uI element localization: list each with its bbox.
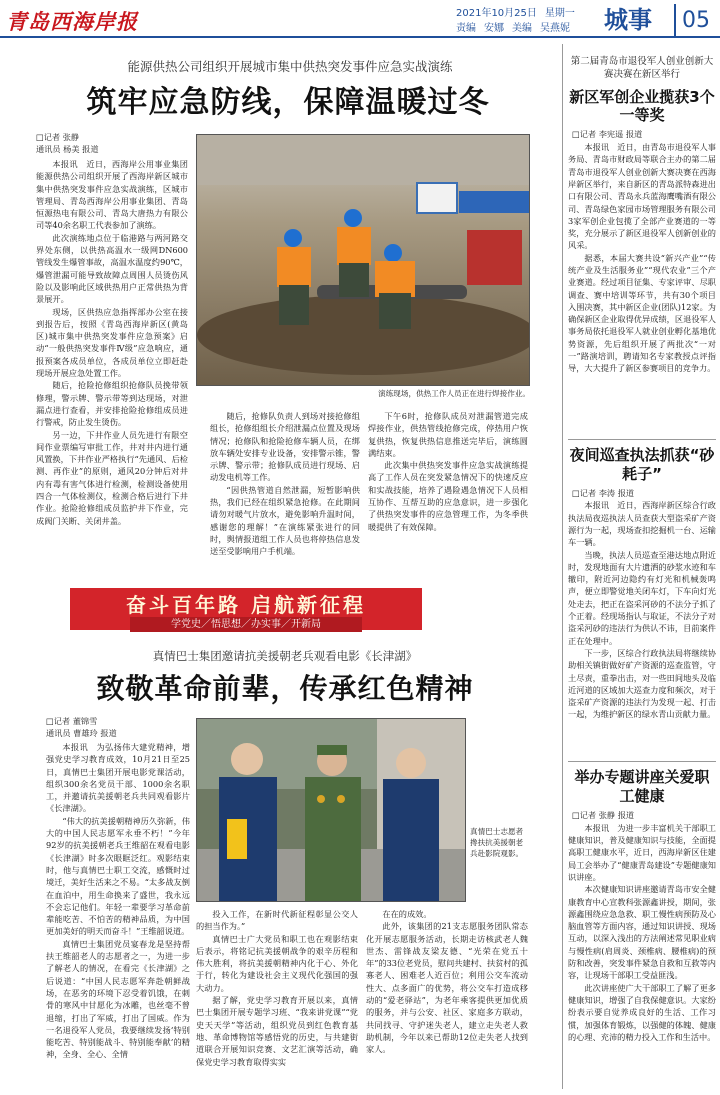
article2-byline [46,716,196,740]
paragraph: 本报讯 近日，西海岸公用事业集团能源供热公司组织开展了西海岸新区城市集中供热突发事件应急实战演练，区城市管理局、青岛西海岸公用事业集团、青岛恒源热电有限公司、青岛大唐热力有限公司等40余名职工代表参加了演练。 [36,159,188,231]
article1-col3 [368,410,528,570]
paragraph: 此次演练地点位于临港路与两河路交界处东侧，以供热高温水一级网DN600管线发生爆管事故，高温水温度约90℃，爆管泄漏可能导致故障点周围人员烫伤风险以及影响此区域供热用户正常供热为背景展开。 [36,232,188,305]
article2-col3 [366,908,528,1093]
weekday: 星期一 [544,8,575,19]
paragraph: 本报讯 近日，西海岸新区综合行政执法局夜巡执法人员查获大型盗采矿产资源行为一起，现场查扣挖掘机一台、运输车一辆。 [568,500,716,548]
masthead [0,0,720,38]
right2-title: 夜间巡查执法抓获“砂耗子” [569,446,715,483]
article2-col2 [196,908,358,1093]
designer-label: 美编 [512,23,532,34]
paragraph: 投入工作，在新时代新征程彰显公交人的担当作为。” [196,909,358,932]
article1-photo [196,134,530,386]
paragraph: 此次讲座使广大干部职工了解了更多健康知识，增强了自我保健意识。大家纷纷表示要自觉养成良好的生活、工作习惯，加强体育锻炼，以强健的体魄、健康的心理、充沛的精力投入工作和生活中。 [568,982,716,1042]
right2-body [568,499,716,755]
paragraph: 此次集中供热突发事件应急实战演练提高了工作人员在突发紧急情况下的快速反应和实战技能，培养了遇险遇急情况下人员相互协作、互帮互助的应急意识，进一步强化了供热突发事件的应急管理工作，为冬季供暖提供了有效保障。 [368,460,528,532]
right1-body [568,141,716,433]
article2-col1 [46,741,190,1093]
paragraph: 此外，该集团的21支志愿服务团队常态化开展志愿服务活动，长期走访核武老人魏世杰、雷锋战友梁友德、“光荣在党五十年”的33位老党员，慰问共建村、扶贫村的孤寡老人、困难老人近百位；利用公交车流动性大、点多面广的优势，将公交车打造成移动的“爱老驿站”，为老年乘客提供更加优质的服务，并与公安、社区、家庭多方联动，共同找寻、守护迷失老人，建立走失老人救助机制，今年以来已帮助12位走失老人找到家人。 [366,921,528,1055]
page-number: 05 [674,4,710,37]
article1-col2 [210,410,360,570]
right1-title: 新区军创企业揽获3个一等奖 [569,87,715,125]
paragraph: 现场，区供热应急指挥部办公室在接到报告后，按照《青岛西海岸新区(黄岛区)城市集中供热突发事件应急预案》启动“一般供热突发事件Ⅳ级”应急响应，通报预案各成员单位，各成员单位立即赶赴现场开展应急处置工作。 [36,306,188,379]
paragraph: 据了解，党史学习教育开展以来，真情巴士集团开展专题学习班、“我来讲党课”“党史天天学”等活动，组织党员到红色教育基地、革命博物馆等感悟党的历史，与共建街道联合开展知识竞赛、文艺汇演等活动，确保党史学习教育取得实实 [196,995,358,1067]
article2-photo [196,718,466,902]
newspaper-logo: 青岛西海岸报 [6,9,138,34]
right-divider [568,439,716,440]
welding-scene-image [197,135,530,386]
paragraph: 本报讯 为进一步丰富机关干部职工健康知识，普及健康知识与技能，全面提高职工健康水平，近日，西海岸新区住建局工会举办了“健康青岛建设”专题健康知识讲座。 [568,822,716,882]
column-divider [562,44,563,1089]
paragraph: 本次健康知识讲座邀请青岛市安全健康教育中心宣教科张源鑫讲授，期间，张源鑫围绕应急急救、职工慢性病预防及心脑血管等方面内容，通过知识讲授、现场互动，以深入浅出的方法阐述常见职业病与慢性病(肩周炎、颈椎病、腰椎病)的预防和改善，突发事件紧急自救和互救等内容，让现场干部职工受益匪浅。 [568,884,716,981]
article2-title: 致敬革命前辈，传承红色精神 [96,672,474,705]
paragraph: “伟大的抗美援朝精神历久弥新，伟大的中国人民志愿军永垂不朽！”今年92岁的抗美援朝老兵王维韶在观看电影《长津湖》时多次眼眶泛红。观影结束时，他与真情巴士职工交流，感慨时过境迁，美好生活来之不易。“太多战友倒在血泊中，用生命换来了盛世，我永远不会忘记他们。年轻一辈要学习革命前辈能吃苦、不怕苦的精神品质，为中国更加美好的明天而奋斗！”王维韶说道。 [46,815,190,937]
article1-byline [36,132,186,156]
paragraph: 在在的成效。 [382,909,432,919]
article1-col1 [36,158,188,568]
right3-title: 举办专题讲座关爱职工健康 [574,768,710,806]
byline-line: 通讯员 杨美 报道 [36,143,99,154]
right1-kicker: 第二届青岛市退役军人创业创新大赛决赛在新区举行 [570,56,714,80]
editor-label: 责编 [456,23,476,34]
section-name: 城事 [604,6,652,34]
veteran-escort-image [197,719,466,902]
banner-title: 奋斗百年路 启航新征程 [126,593,366,617]
paragraph: 随后，抢险抢修组织抢修队员挽带领修理，警示牌、警示带等到达现场，对泄漏点进行查看，并安排抢险抢修组成员进行警戒，防止发生烫伤。 [36,380,188,428]
article2-caption: 真情巴士志愿者搀扶抗美援朝老兵赴影院观影。 [470,827,524,858]
paragraph: 随后，抢修队负责人到场对接抢修组组长，抢修组组长介绍泄漏点位置及现场情况；抢修队和抢险抢修车辆人员，在绑放车辆处安排专业设备，安排警示锥，警示牌、警示带；抢修队成员进行现场、启动发电机等工作。 [210,411,360,483]
right-divider [568,761,716,762]
editor-name: 安娜 [484,23,504,34]
paragraph: 真情巴士集团党员宴春龙是坚持帮扶王维韶老人的志愿者之一，为进一步了解老人的情况，在看完《长津湖》之后说道：“中国人民志愿军奔赴朝鲜战场，在恶劣的环境下忍受着饥饿，在刺骨的寒风中甘愿化为冰雕，也丝毫不曾退缩，打出了军威，打出了国威。作为一名退役军人党员，我要继续发扬‘特别能吃苦、特别能战斗、特别能奉献’的精神，全身、全心、全情 [46,938,190,1060]
byline-line: □记者 董锦雪 [46,716,98,726]
byline-line: 通讯员 曹雄玲 报道 [46,727,117,738]
paragraph: 另一边，下井作业人员先进行有限空间作业票编写审批工作，井对井内进行通风置换，下井作业严格执行“先通风、后检测、再作业”的原则，通风20分钟后对井内有毒有害气体进行检测，检测设备使用四合一气体检测仪，检测合格后进行下井作业。抢险抢修组成员监护井下作业，完成阀门关断、关闭井盖。 [36,429,188,526]
right2-byline: □记者 李涛 报道 [572,487,635,498]
paragraph: 下午6时，抢修队成员对泄漏管道完成焊接作业，供热管线抢修完成，停热用户恢复供热，恢复供热信息推送完毕后，演练圆满结束。 [368,411,528,458]
paragraph: 下一步，区综合行政执法局将继续协助相关镇街做好矿产资源的巡查监管，守土尽责，重拳出击，对一些田间地头及临近河道的区域加大巡查力度和频次，对于盗采矿产资源的违法行为发现一起、打击一起，为维护新区的绿水青山贡献力量。 [568,647,716,720]
article2-kicker: 真情巴士集团邀请抗美援朝老兵观看电影《长津湖》 [152,649,418,663]
designer-name: 吴燕妮 [540,23,570,34]
article1-kicker: 能源供热公司组织开展城市集中供热突发事件应急实战演练 [127,59,453,74]
paragraph: 本报讯 为弘扬伟大建党精神，增强党史学习教育成效，10月21日至25日，真情巴士集团开展电影党课活动，组织300余名党员干部、1000余名职工，并邀请抗美援朝老兵共同观看影片《长津湖》。 [46,742,190,814]
byline-line: □记者 张静 [36,132,80,142]
paragraph: 真情巴士广大党员和职工也在观影结束后表示，将铭记抗美援朝战争的艰辛历程和伟大胜利，将抗美援朝精神内化于心、外化于行，转化为建设社会主义现代化强国的强大动力。 [196,933,358,993]
paragraph: “因供热管道自然泄漏，短暂影响供热，我们已经在组织紧急抢修。在此期间请勿对暖气片放水，避免影响升温时间，感谢您的理解！”在演练紧张进行的同时，舆情报道组工作人员也将停热信息发送至受影响用户手机端。 [210,484,360,557]
campaign-banner [70,588,422,630]
paragraph: 当晚，执法人员巡查至港达地点附近时，发现地面有大片遗洒的砂浆水迹和车辙印，附近河边隐约有灯光和机械轰鸣声，便立即警觉地关闭车灯，下车向灯光处走去，把正在盗采河砂的不法分子抓了个正着。经现场指认与取证，不法分子对盗采河砂的违法行为供认不讳，目前案件正在处理中。 [568,549,716,646]
paragraph: 据悉，本届大赛共设“新兴产业”“传统产业及生活服务业”“现代农业”三个产业赛道。经过项目征集、专家评审、尽职调查、赛中培训等环节，共有30个项目入围决赛，其中新区企业(团队)12家。为确保新区企业取得优异成绩，区退役军人事务局依托退役军人就业创业孵化基地优势资源，先后组织开展了两批次“一对一”路演培训，聘请知名专家教授点评指导，大大提升了新区参赛项目的竞争力。 [568,252,716,374]
right3-body [568,822,716,1095]
right3-byline: □记者 张静 报道 [572,809,635,820]
article1-title: 筑牢应急防线，保障温暖过冬 [86,85,490,120]
right1-byline: □记者 李宪遥 报道 [572,129,643,140]
banner-subtitle: 学党史／悟思想／办实事／开新局 [130,617,362,632]
paragraph: 本报讯 近日，由青岛市退役军人事务局、青岛市财政局等联合主办的第二届青岛市退役军人创业创新大赛决赛在西海岸新区举行，来自新区的青岛派特森进出口有限公司、青岛永兵蓝海鹰嘴酒有限公司、青岛绿色家园市场管理服务有限公司3家军创企业包揽了全部产业赛道的一等奖，充分展示了新区退役军人创新创业的风采。 [568,142,716,251]
article1-caption: 演练现场，供热工作人员正在进行焊接作业。 [378,389,530,398]
date-area [456,6,606,36]
issue-date: 2021年10月25日 [456,8,537,19]
right-column [568,44,716,1092]
